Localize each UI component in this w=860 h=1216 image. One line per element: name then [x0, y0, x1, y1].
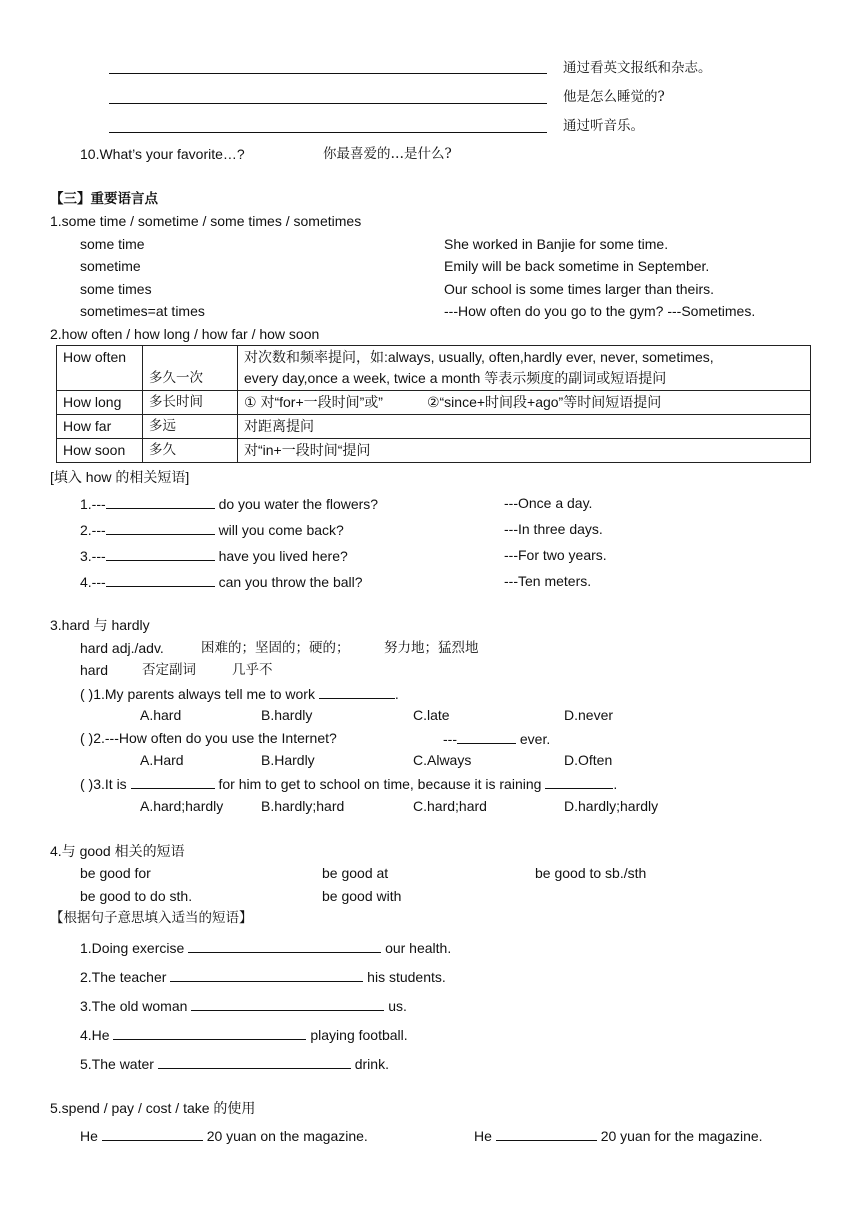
point3-def1-word: hard adj./adv.: [80, 640, 164, 656]
top-line-2-translation: 他是怎么睡觉的?: [563, 89, 665, 105]
how-exercise-2: [80, 520, 344, 539]
good-phrase-2: be good at: [322, 865, 389, 881]
answer-line-2[interactable]: [109, 103, 547, 104]
how-answer-4: ---Ten meters.: [504, 573, 592, 589]
spend-exercise-2: [474, 1126, 763, 1145]
how-phrases-table: [56, 345, 811, 463]
how-exercise-4: [80, 572, 363, 591]
point1-example-2: Emily will be back sometime in September.: [444, 258, 710, 274]
good-exercise-5: [80, 1054, 389, 1073]
how-blank-3[interactable]: [106, 546, 215, 561]
ex-pre: 4.He: [80, 1027, 110, 1043]
usage-part-2: ②“since+时间段+ago”等时间短语提问: [426, 394, 662, 410]
table-cell-meaning: [143, 346, 238, 391]
answer-paren[interactable]: ( ): [80, 776, 94, 792]
table-cell-term: How soon: [57, 439, 143, 463]
good-phrase-3: be good to sb./sth: [535, 865, 647, 881]
usage-line-1: 对次数和频率提问，如:always, usually, often,hardly ever, never, sometimes,: [244, 349, 714, 365]
table-cell-term: How far: [57, 415, 143, 439]
q-text: will you come back?: [218, 522, 344, 538]
usage-part-1: ① 对“for+一段时间”或”: [244, 394, 383, 410]
answer-line-1[interactable]: [109, 73, 547, 74]
good-phrase-1: be good for: [80, 865, 151, 881]
ex-pre: 3.The old woman: [80, 998, 188, 1014]
how-blank-4[interactable]: [106, 572, 215, 587]
spend-blank-1[interactable]: [102, 1126, 203, 1141]
good-exercise-4: [80, 1025, 408, 1044]
how-blank-2[interactable]: [106, 520, 215, 535]
q1-option-a[interactable]: A.hard: [140, 707, 182, 723]
q2-option-b[interactable]: B.Hardly: [261, 752, 315, 768]
usage-line-2: every day,once a week, twice a month 等表示频度的副词或短语提问: [244, 370, 667, 386]
q1-option-b[interactable]: B.hardly: [261, 707, 313, 723]
item10-chinese: 你最喜爱的…是什么?: [323, 146, 452, 162]
item10-english: 10.What’s your favorite…?: [80, 146, 245, 162]
q2-option-c[interactable]: C.Always: [413, 752, 472, 768]
point3-def2-word: hard: [80, 662, 109, 678]
answer-line-3[interactable]: [109, 132, 547, 133]
point1-term-4: sometimes=at times: [80, 303, 205, 319]
point1-example-4: ---How often do you go to the gym? ---Sometimes.: [444, 303, 756, 319]
point2-exercise-title: [填入 how 的相关短语]: [50, 469, 190, 485]
point4-exercise-title: 【根据句子意思填入适当的短语】: [50, 910, 253, 926]
table-cell-meaning: 多久: [143, 439, 238, 463]
q-prefix: 4.---: [80, 574, 106, 590]
q-text: 3.It is: [93, 776, 127, 792]
point5-title: 5.spend / pay / cost / take 的使用: [50, 1100, 256, 1116]
q-prefix: 1.---: [80, 496, 106, 512]
q-prefix: 3.---: [80, 548, 106, 564]
q3-option-b[interactable]: B.hardly;hard: [261, 798, 345, 814]
good-blank-3[interactable]: [191, 996, 384, 1011]
how-exercise-1: [80, 494, 378, 513]
point1-example-1: She worked in Banjie for some time.: [444, 236, 669, 252]
q-text: can you throw the ball?: [218, 574, 363, 590]
table-cell-meaning: 多远: [143, 415, 238, 439]
point3-title: 3.hard 与 hardly: [50, 617, 150, 633]
q2-option-d[interactable]: D.Often: [564, 752, 613, 768]
point3-def2-meaning1: 否定副词: [142, 662, 196, 678]
q3-blank-2[interactable]: [545, 774, 613, 789]
ex-post: 20 yuan for the magazine.: [600, 1128, 763, 1144]
point1-term-1: some time: [80, 236, 145, 252]
q-text: 1.My parents always tell me to work: [93, 686, 315, 702]
ex-pre: He: [80, 1128, 98, 1144]
q1-blank[interactable]: [319, 684, 395, 699]
ex-post: us.: [388, 998, 407, 1014]
point1-title: 1.some time / sometime / some times / sometimes: [50, 213, 362, 229]
q1-option-c[interactable]: C.late: [413, 707, 450, 723]
table-cell-meaning: 多长时间: [143, 391, 238, 415]
point2-title: 2.how often / how long / how far / how soon: [50, 326, 320, 342]
ex-post: our health.: [385, 940, 452, 956]
q-end: .: [394, 686, 399, 702]
ex-pre: 5.The water: [80, 1056, 154, 1072]
q-end: .: [613, 776, 618, 792]
how-answer-3: ---For two years.: [504, 547, 607, 563]
good-exercise-2: [80, 967, 446, 986]
q-text: do you water the flowers?: [218, 496, 379, 512]
ex-post: playing football.: [310, 1027, 408, 1043]
table-row: [57, 415, 811, 439]
point3-def1-meaning2: 努力地；猛烈地: [384, 640, 479, 656]
answer-paren[interactable]: ( ): [80, 686, 94, 702]
answer-paren[interactable]: ( ): [80, 730, 94, 746]
ex-post: his students.: [367, 969, 446, 985]
ex-pre: 2.The teacher: [80, 969, 167, 985]
q-end: ever.: [519, 731, 551, 747]
good-blank-5[interactable]: [158, 1054, 351, 1069]
q-mid: ---: [443, 731, 457, 747]
q-mid: for him to get to school on time, because it is raining: [218, 776, 542, 792]
choice-question-3: [80, 774, 617, 793]
ex-pre: 1.Doing exercise: [80, 940, 185, 956]
ex-pre: He: [474, 1128, 492, 1144]
point4-title: 4.与 good 相关的短语: [50, 843, 185, 859]
spend-blank-2[interactable]: [496, 1126, 597, 1141]
top-line-3-translation: 通过听音乐。: [563, 118, 644, 134]
how-answer-1: ---Once a day.: [504, 495, 593, 511]
ex-post: drink.: [354, 1056, 389, 1072]
table-cell-usage: [238, 391, 811, 415]
good-exercise-3: [80, 996, 407, 1015]
q2-blank[interactable]: [457, 729, 516, 744]
good-blank-1[interactable]: [188, 938, 381, 953]
table-row: [57, 346, 811, 391]
table-cell-term: How long: [57, 391, 143, 415]
point1-example-3: Our school is some times larger than theirs.: [444, 281, 714, 297]
table-cell-usage: [238, 346, 811, 391]
good-blank-4[interactable]: [113, 1025, 306, 1040]
how-exercise-3: [80, 546, 348, 565]
good-exercise-1: [80, 938, 451, 957]
ex-post: 20 yuan on the magazine.: [206, 1128, 368, 1144]
q3-blank-1[interactable]: [131, 774, 215, 789]
q2-option-a[interactable]: A.Hard: [140, 752, 184, 768]
choice-question-2: [80, 729, 337, 747]
good-phrase-5: be good with: [322, 888, 402, 904]
point1-term-3: some times: [80, 281, 152, 297]
q3-option-d[interactable]: D.hardly;hardly: [564, 798, 659, 814]
choice-question-1: [80, 684, 399, 703]
table-cell-term: How often: [57, 346, 143, 391]
good-phrase-4: be good to do sth.: [80, 888, 193, 904]
q3-option-a[interactable]: A.hard;hardly: [140, 798, 224, 814]
point3-def1-meaning1: 困难的；坚固的；硬的；: [201, 640, 350, 656]
choice-question-2-reply: [443, 729, 550, 748]
q-text: have you lived here?: [218, 548, 348, 564]
how-answer-2: ---In three days.: [504, 521, 603, 537]
table-cell-usage: 对“in+一段时间“提问: [238, 439, 811, 463]
how-blank-1[interactable]: [106, 494, 215, 509]
q-text: 2.---How often do you use the Internet?: [93, 730, 337, 746]
meaning-text: 多久一次: [149, 370, 203, 386]
spend-exercise-1: [80, 1126, 368, 1145]
point1-term-2: sometime: [80, 258, 141, 274]
q-prefix: 2.---: [80, 522, 106, 538]
table-row: [57, 391, 811, 415]
point3-def2-meaning2: 几乎不: [232, 662, 273, 678]
section3-title: 【三】重要语言点: [50, 191, 158, 207]
table-cell-usage: 对距离提问: [238, 415, 811, 439]
q3-option-c[interactable]: C.hard;hard: [413, 798, 487, 814]
top-line-1-translation: 通过看英文报纸和杂志。: [563, 60, 712, 76]
q1-option-d[interactable]: D.never: [564, 707, 614, 723]
good-blank-2[interactable]: [170, 967, 363, 982]
table-row: [57, 439, 811, 463]
